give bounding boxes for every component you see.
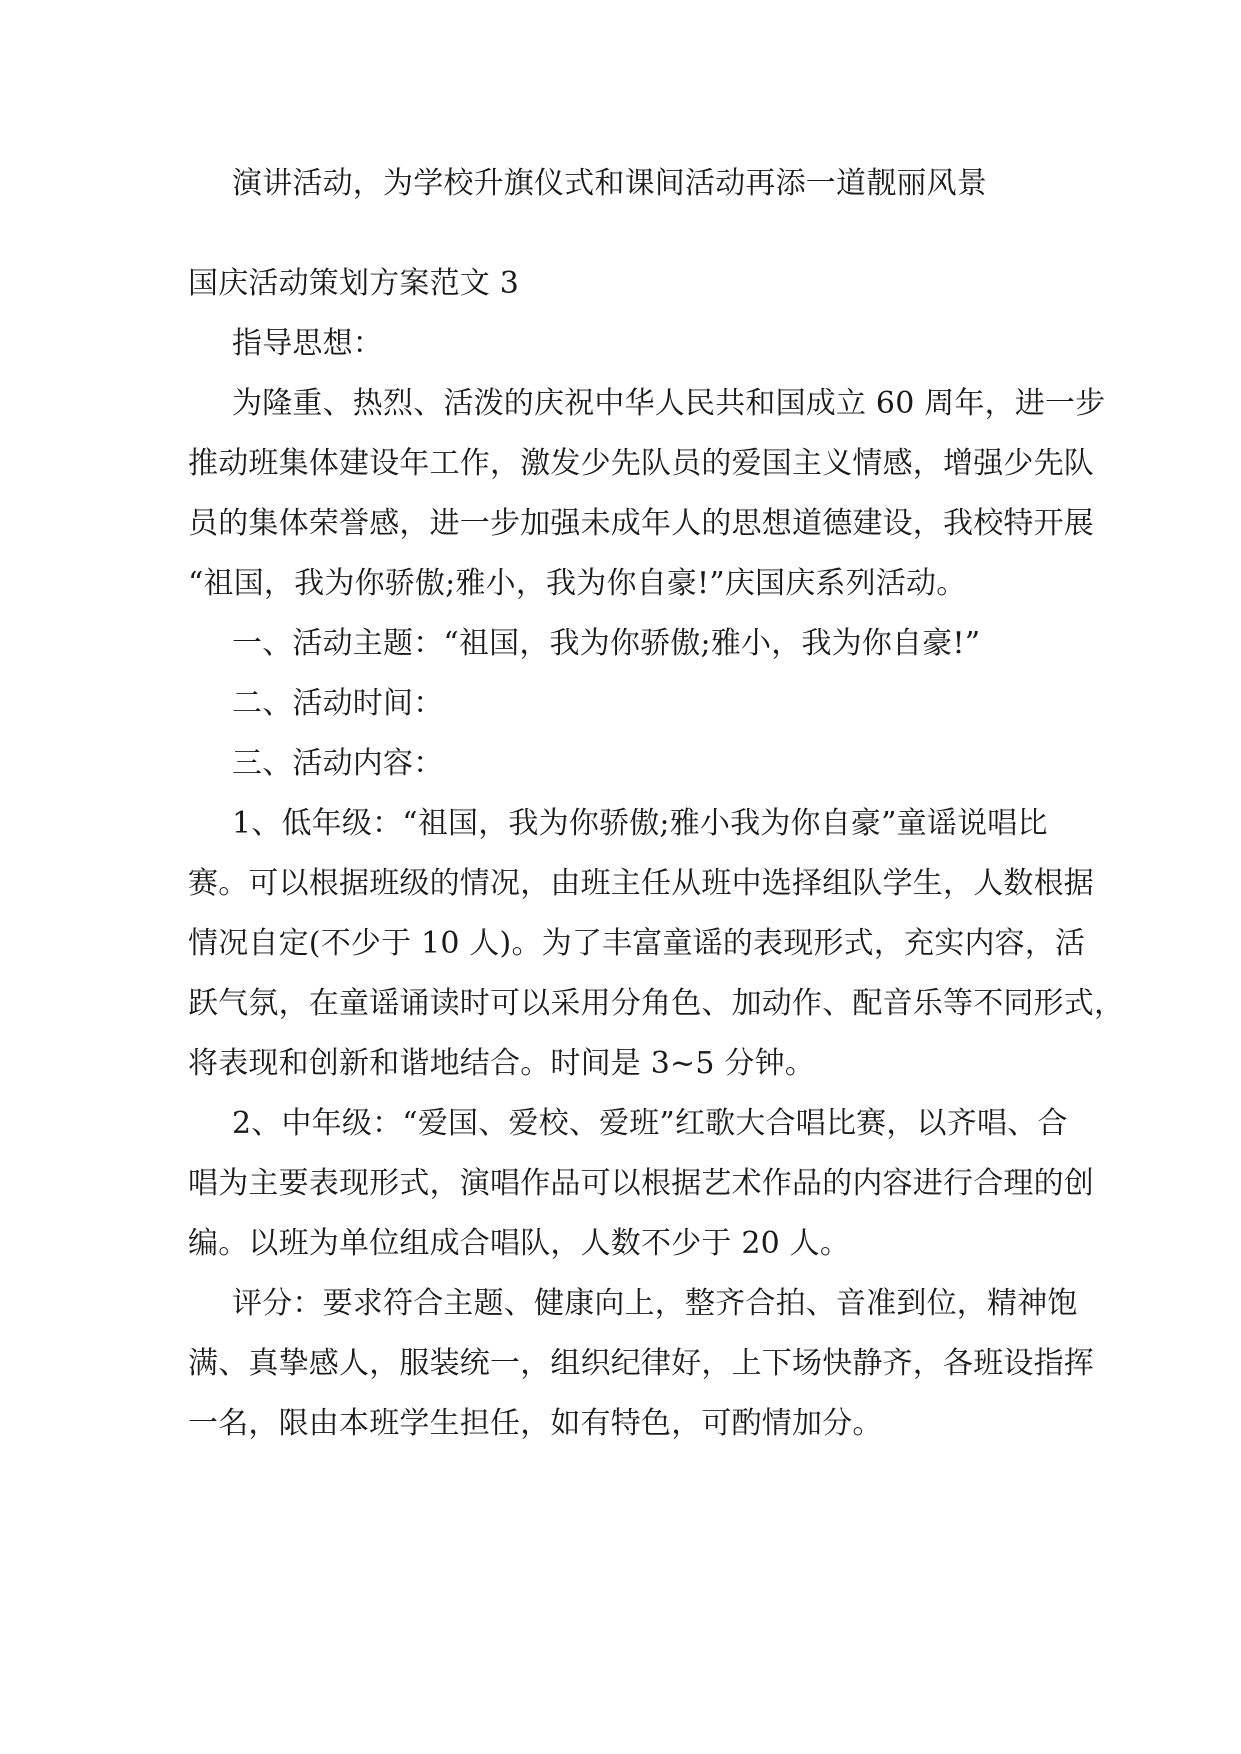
paragraph-line: 1、低年级：“祖国，我为你骄傲;雅小我为你自豪”童谣说唱比 bbox=[232, 806, 1048, 841]
paragraph-line: 2、中年级：“爱国、爱校、爱班”红歌大合唱比赛，以齐唱、合 bbox=[232, 1106, 1068, 1141]
paragraph-line: “祖国，我为你骄傲;雅小，我为你自豪!”庆国庆系列活动。 bbox=[188, 566, 967, 601]
paragraph-line: 情况自定(不少于 10 人)。为了丰富童谣的表现形式，充实内容，活 bbox=[188, 926, 1086, 961]
paragraph-line: 编。以班为单位组成合唱队，人数不少于 20 人。 bbox=[188, 1226, 851, 1261]
paragraph-line: 推动班集体建设年工作，激发少先队员的爱国主义情感，增强少先队 bbox=[188, 446, 1094, 481]
paragraph-line: 赛。可以根据班级的情况，由班主任从班中选择组队学生，人数根据 bbox=[188, 866, 1094, 901]
paragraph-line: 员的集体荣誉感，进一步加强未成年人的思想道德建设，我校特开展 bbox=[188, 506, 1094, 541]
paragraph-line: 满、真挚感人，服装统一，组织纪律好，上下场快静齐，各班设指挥 bbox=[188, 1346, 1094, 1381]
paragraph-line: 跃气氛，在童谣诵读时可以采用分角色、加动作、配音乐等不同形式， bbox=[188, 986, 1125, 1021]
paragraph-line: 一、活动主题：“祖国，我为你骄傲;雅小，我为你自豪!” bbox=[232, 626, 981, 661]
paragraph-line: 将表现和创新和谐地结合。时间是 3~5 分钟。 bbox=[188, 1046, 815, 1081]
paragraph-line: 评分：要求符合主题、健康向上，整齐合拍、音准到位，精神饱 bbox=[232, 1286, 1078, 1321]
paragraph-line: 一名，限由本班学生担任，如有特色，可酌情加分。 bbox=[188, 1406, 883, 1441]
paragraph-line: 演讲活动，为学校升旗仪式和课间活动再添一道靓丽风景 bbox=[232, 166, 987, 201]
paragraph-line: 唱为主要表现形式，演唱作品可以根据艺术作品的内容进行合理的创 bbox=[188, 1166, 1094, 1201]
paragraph-line: 为隆重、热烈、活泼的庆祝中华人民共和国成立 60 周年，进一步 bbox=[232, 386, 1106, 421]
section-heading: 国庆活动策划方案范文 3 bbox=[188, 266, 520, 301]
paragraph-line: 指导思想： bbox=[232, 326, 383, 361]
paragraph-line: 二、活动时间： bbox=[232, 686, 444, 721]
paragraph-line: 三、活动内容： bbox=[232, 746, 444, 781]
